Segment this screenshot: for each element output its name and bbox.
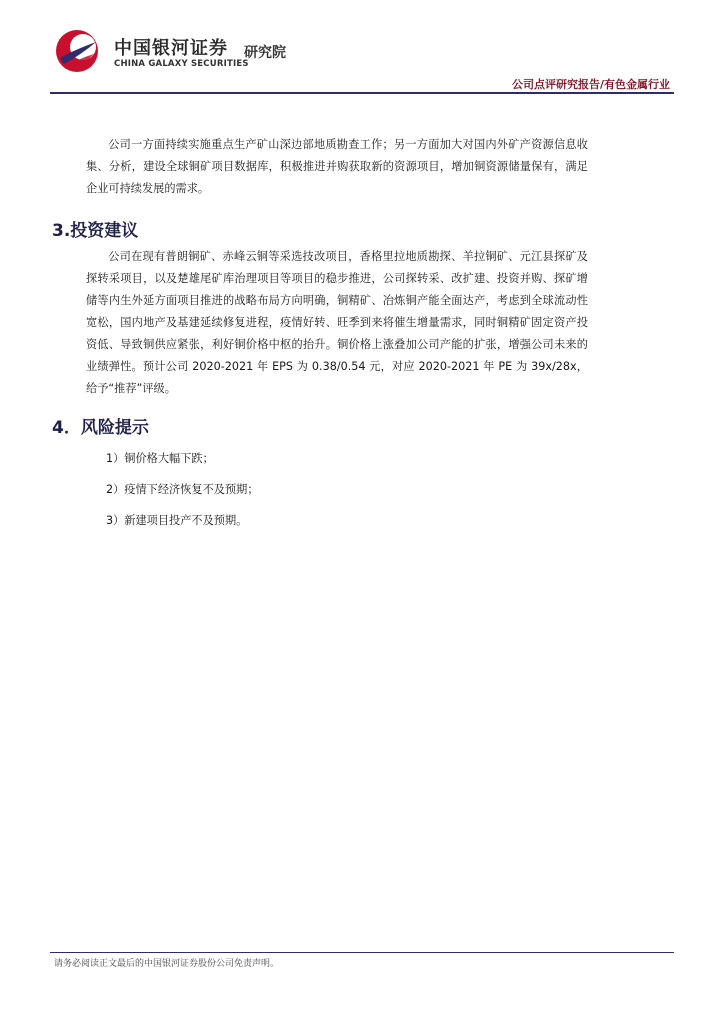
risk-item: 1）铜价格大幅下跌；: [106, 452, 214, 465]
logo-chinese-name: 中国银河证券: [114, 38, 228, 59]
investment-advice-paragraph: [86, 246, 588, 400]
footer-divider: [50, 952, 674, 953]
footer-disclaimer: 请务必阅读正文最后的中国银河证券股份公司免责声明。: [54, 959, 280, 969]
intro-paragraph: [86, 134, 588, 200]
section-heading-risk: 4．风险提示: [52, 418, 149, 438]
galaxy-logo-icon: [54, 28, 100, 74]
logo-english-name: CHINA GALAXY SECURITIES: [114, 59, 249, 69]
company-logo: [54, 28, 304, 74]
logo-institute: 研究院: [244, 45, 286, 61]
report-category-tag: 公司点评研究报告/有色金属行业: [511, 78, 670, 91]
investment-advice-text: 公司在现有普朗铜矿、赤峰云铜等采选技改项目，香格里拉地质勘探、羊拉铜矿、元江县探矿及探转采项目，以及楚雄尾矿库治理项目等项目的稳步推进，公司探转采、改扩建、投资并购、探矿增储等内生外延方面项目推进的战略布局方向明确，铜精矿、冶炼铜产能全面达产，考虑到全球流动性宽松，国内地产及基建延续修复进程，疫情好转、旺季到来将催生增量需求，同时铜精矿固定资产投资低、导致铜供应紧张，利好铜价格中枢的抬升。铜价格上涨叠加公司产能的扩张，增强公司未来的业绩弹性。预计公司 2020-2021 年 EPS 为 0.38/0.54 元，对应 2020-2021 年 PE 为 39x/28x，给予“推荐”评级。: [86, 250, 588, 395]
risk-item: 3）新建项目投产不及预期。: [106, 514, 248, 527]
intro-paragraph-text: 公司一方面持续实施重点生产矿山深边部地质勘查工作；另一方面加大对国内外矿产资源信息收集、分析，建设全球铜矿项目数据库，积极推进并购获取新的资源项目，增加铜资源储量保有，满足企业可持续发展的需求。: [86, 138, 588, 195]
header-divider: [50, 92, 674, 94]
section-heading-investment-advice: 3.投资建议: [52, 221, 139, 241]
risk-item: 2）疫情下经济恢复不及预期；: [106, 483, 259, 496]
